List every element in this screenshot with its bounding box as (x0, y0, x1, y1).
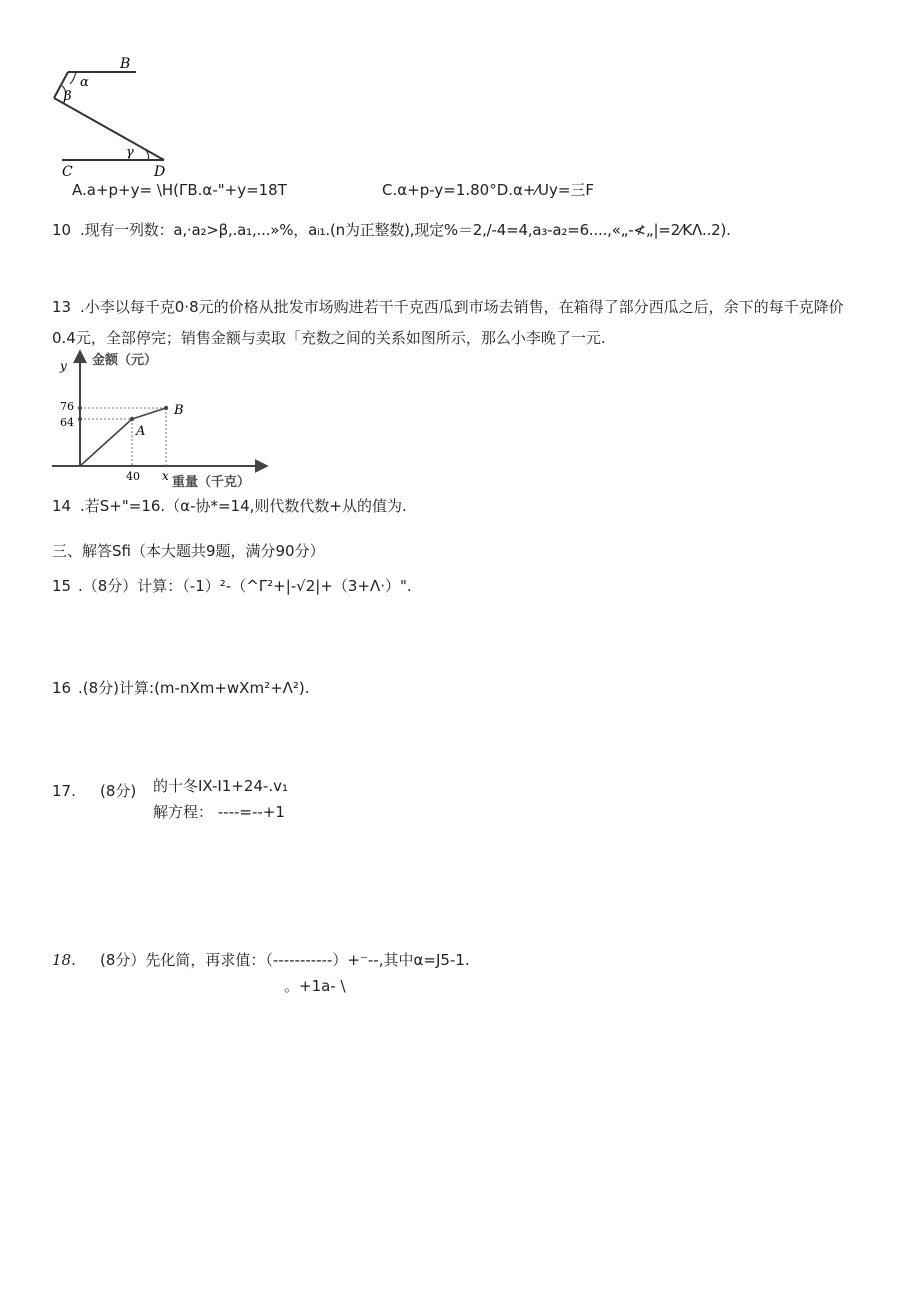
q17-line2: 解方程： ----=--+1 (153, 803, 285, 821)
y-axis-title: 金额（元） (92, 353, 158, 368)
label-beta: β (64, 89, 72, 104)
section-title: 三、解答Sfi（本大题共9题，满分90分） (52, 542, 325, 560)
point-a (130, 417, 134, 421)
point-76 (78, 406, 82, 410)
tick-76: 76 (60, 400, 74, 413)
q13-line1: .小李以每千克0·8元的价格从批发市场购进若干千克西瓜到市场去销售，在箱得了部分西瓜之后，余下的每千克降价 (80, 298, 844, 316)
x-axis-title: 重量（千克） (172, 475, 251, 490)
angle-figure (40, 52, 180, 180)
label-a: A (136, 424, 146, 439)
q9-option-ab: A.a+p+y= \H(ΓB.α-"+y=18T (72, 181, 287, 199)
arc-alpha (70, 72, 76, 84)
line-transversal (54, 98, 164, 160)
q14-number: 14 (52, 497, 72, 515)
q15-number: 15 (52, 577, 72, 595)
tick-64: 64 (60, 416, 74, 429)
tick-40: 40 (126, 470, 140, 483)
q18-number: 18. (52, 951, 76, 969)
segment-oa (80, 419, 132, 466)
label-gamma: γ (126, 145, 134, 160)
q9-option-cd: C.α+p-y=1.80°D.α+⁄Uy=三F (382, 181, 595, 199)
q13-line2: 0.4元，全部停完；销售金额与卖取「充数之间的关系如图所示，那么小李晚了一元. (52, 329, 606, 347)
label-d: D (154, 164, 166, 180)
q14-text: .若S+"=16.（α-协*=14,则代数代数+从的值为. (80, 497, 407, 515)
sales-graph (52, 346, 282, 494)
label-alpha: α (80, 75, 89, 90)
q16-text: .(8分)计算:(m-nXm+wXm²+Λ²). (78, 679, 310, 697)
point-b (164, 406, 168, 410)
segment-ab (132, 408, 166, 419)
label-b: B (120, 56, 131, 72)
q17-number: 17. (52, 782, 76, 800)
q16-number: 16 (52, 679, 72, 697)
x-axis-label: x (162, 469, 169, 483)
q10-text: .现有一列数：a,·a₂>β,.a₁,...»%，aᵢ₁.(n为正整数),现定%＝2,/-4=4,a₃-a₂=6....,«„-≮„|=2⁄KΛ..2). (80, 221, 731, 239)
point-64 (78, 417, 82, 421)
label-c: C (62, 164, 73, 180)
label-b: B (174, 403, 184, 418)
q17-line1: 的十冬IX-I1+24-.v₁ (153, 777, 289, 795)
y-axis-label: y (60, 359, 67, 373)
q18-line2: 。+1a- \ (284, 977, 346, 995)
q15-text: .（8分）计算：（-1）²-（^Γ²+|-√2|+（3+Λ·）". (78, 577, 412, 595)
q10-number: 10 (52, 221, 72, 239)
q18-text: (8分）先化简，再求值：（-----------）+⁻--,其中α=J5-1. (100, 951, 470, 969)
q13-number: 13 (52, 298, 72, 316)
q17-score: (8分) (100, 782, 137, 800)
